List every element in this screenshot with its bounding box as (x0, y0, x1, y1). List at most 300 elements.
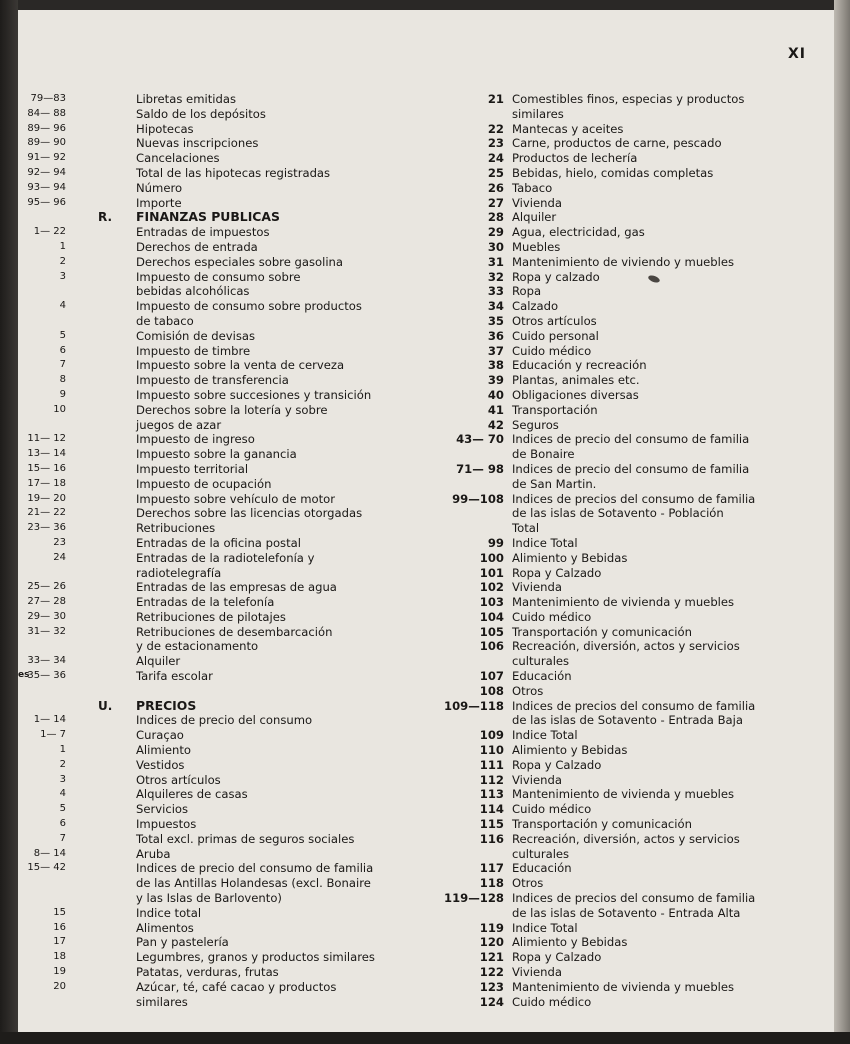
entry-number: 31— 32 (27, 625, 66, 637)
index-row (22, 492, 402, 507)
entry-number: 79—83 (30, 93, 66, 104)
entry-number: 108 (479, 683, 504, 698)
entry-number: 6 (59, 344, 66, 356)
entry-number: 107 (479, 669, 504, 684)
entry-text: Retribuciones (136, 521, 216, 536)
entry-text: Ropa y Calzado (512, 565, 602, 580)
index-row (412, 240, 822, 255)
index-row (22, 210, 402, 225)
index-row (412, 521, 822, 536)
entry-text: Otros artículos (512, 313, 597, 328)
index-row (22, 240, 402, 255)
index-row (22, 758, 402, 773)
entry-text: Indices de precio del consumo de familia (512, 432, 750, 447)
index-row (22, 284, 402, 299)
entry-text: Indices de precios del consumo de familia (512, 698, 756, 713)
index-row (22, 876, 402, 891)
entry-number: 6 (59, 818, 66, 830)
entry-number: 3 (59, 773, 66, 785)
entry-number: 95— 96 (27, 196, 66, 208)
entry-text: Impuesto sobre la ganancia (136, 447, 297, 462)
index-row (412, 891, 822, 906)
index-row (412, 136, 822, 151)
entry-number: 114 (479, 802, 504, 817)
entry-number: 7 (59, 359, 66, 371)
index-row (412, 107, 822, 122)
index-row (412, 980, 822, 995)
entry-text: Entradas de impuestos (136, 225, 270, 240)
entry-text: radiotelegrafía (136, 565, 222, 580)
index-row (412, 625, 822, 640)
index-row (412, 566, 822, 581)
entry-number: 17— 18 (27, 477, 66, 489)
index-row (22, 432, 402, 447)
entry-number: 71— 98 (456, 461, 504, 476)
index-row (22, 403, 402, 418)
entry-text: Impuesto de timbre (136, 343, 251, 358)
index-row (412, 477, 822, 492)
entry-text: Otros (512, 876, 544, 891)
entry-text: Transportación (512, 402, 598, 417)
entry-text: Indice Total (512, 535, 578, 550)
index-row (412, 965, 822, 980)
entry-text: Cuido médico (512, 343, 592, 358)
entry-number: 7 (59, 832, 66, 844)
entry-text: Recreación, diversión, actos y servicios (512, 831, 740, 846)
index-row (22, 166, 402, 181)
entry-text: Entradas de la radiotelefonía y (136, 550, 315, 565)
entry-number: 1— 22 (33, 226, 66, 238)
entry-text: Indices de precio del consumo de familia (512, 461, 750, 476)
entry-text: Indice total (136, 905, 202, 920)
entry-text: Recreación, diversión, actos y servicios (512, 639, 740, 654)
entry-number: 123 (479, 979, 504, 994)
entry-number: 42 (487, 417, 504, 432)
index-row (412, 151, 822, 166)
entry-number: 25— 26 (27, 581, 66, 593)
index-row (22, 299, 402, 314)
entry-text: Impuesto de ingreso (136, 432, 255, 447)
entry-number: 104 (479, 609, 504, 624)
entry-text: de Bonaire (512, 447, 575, 462)
entry-text: juegos de azar (136, 417, 222, 432)
entry-text: Impuesto sobre la venta de cerveza (136, 358, 345, 373)
entry-text: de las islas de Sotavento - Entrada Baja (512, 713, 743, 728)
entry-text: de las Antillas Holandesas (excl. Bonaire (136, 876, 371, 891)
index-row (22, 270, 402, 285)
entry-number: 27 (487, 195, 504, 210)
entry-number: 3 (59, 270, 66, 282)
entry-number: 99 (487, 535, 504, 550)
entry-text: Entradas de las empresas de agua (136, 580, 337, 595)
entry-number: 122 (479, 965, 504, 980)
entry-text: Comisión de devisas (136, 328, 256, 343)
entry-number: 84— 88 (27, 107, 66, 119)
index-row (22, 358, 402, 373)
entry-number: 16 (53, 921, 66, 933)
index-row (412, 639, 822, 654)
entry-text: Derechos especiales sobre gasolina (136, 254, 344, 269)
section-heading: FINANZAS PUBLICAS (136, 209, 280, 225)
entry-text: Alquileres de casas (136, 787, 248, 802)
entry-number: 119—128 (444, 891, 504, 906)
entry-text: Ropa (512, 284, 542, 299)
index-row (22, 965, 402, 980)
index-row (22, 832, 402, 847)
entry-text: de tabaco (136, 313, 194, 328)
index-row (412, 432, 822, 447)
entry-text: Alquiler (136, 654, 181, 669)
entry-number: 20 (53, 980, 66, 992)
entry-text: Calzado (512, 299, 559, 314)
right-index-column (412, 92, 822, 1009)
entry-text: Total (512, 521, 540, 536)
entry-number: 1— 14 (33, 714, 66, 726)
page-number: XI (788, 46, 807, 62)
entry-number: 1 (59, 744, 66, 756)
entry-text: Comestibles finos, especias y productos (512, 92, 745, 106)
entry-text: Transportación y comunicación (512, 817, 692, 832)
entry-number: 33— 34 (27, 655, 66, 667)
entry-number: 89— 96 (27, 122, 66, 134)
index-row (412, 388, 822, 403)
index-row (22, 906, 402, 921)
index-row (22, 699, 402, 714)
index-row (22, 314, 402, 329)
index-row (412, 728, 822, 743)
entry-number: 2 (59, 758, 66, 770)
index-row (412, 773, 822, 788)
entry-text: Saldo de los depósitos (136, 106, 266, 121)
entry-text: Alquiler (512, 210, 557, 225)
entry-number: 91— 92 (27, 152, 66, 164)
index-row (412, 314, 822, 329)
index-row (22, 196, 402, 211)
index-row (412, 536, 822, 551)
index-row (412, 122, 822, 137)
index-row (412, 743, 822, 758)
entry-number: 124 (479, 994, 504, 1009)
entry-text: Derechos sobre la lotería y sobre (136, 402, 328, 417)
entry-text: Mantenimiento de viviendo y muebles (512, 254, 735, 269)
entry-number: 8— 14 (33, 847, 66, 859)
entry-text: Impuesto territorial (136, 461, 249, 476)
entry-text: Cuido personal (512, 328, 599, 343)
entry-text: de las islas de Sotavento - Población (512, 506, 724, 521)
entry-number: 17 (53, 936, 66, 948)
entry-text: Alimiento y Bebidas (512, 550, 628, 565)
entry-number: 22 (487, 121, 504, 136)
entry-text: Indice Total (512, 728, 578, 743)
index-row (412, 418, 822, 433)
entry-number: 2 (59, 255, 66, 267)
index-row (412, 329, 822, 344)
entry-number: 116 (479, 831, 504, 846)
entry-number: 102 (479, 580, 504, 595)
document-page (18, 10, 834, 1032)
entry-number: 21— 22 (27, 507, 66, 519)
entry-text: Importe (136, 195, 182, 210)
section-heading: PRECIOS (136, 697, 197, 713)
entry-number: 9 (59, 388, 66, 400)
index-row (22, 506, 402, 521)
index-row (412, 876, 822, 891)
entry-number: 89— 90 (27, 137, 66, 149)
entry-text: Retribuciones de pilotajes (136, 609, 286, 624)
entry-number: 92— 94 (27, 166, 66, 178)
entry-number: 33 (487, 284, 504, 299)
index-row (412, 817, 822, 832)
index-row (412, 196, 822, 211)
entry-number: 99—108 (452, 491, 504, 506)
index-row (22, 773, 402, 788)
entry-text: Bebidas, hielo, comidas completas (512, 165, 714, 180)
entry-text: Obligaciones diversas (512, 387, 639, 402)
entry-number: 25 (487, 165, 504, 180)
index-row (22, 728, 402, 743)
index-row (22, 536, 402, 551)
entry-number: 23 (53, 536, 66, 548)
index-row (412, 181, 822, 196)
index-row (22, 802, 402, 817)
entry-text: bebidas alcohólicas (136, 284, 250, 299)
entry-number: 8 (59, 374, 66, 386)
index-row (412, 595, 822, 610)
entry-text: Legumbres, granos y productos similares (136, 950, 375, 965)
entry-text: Número (136, 180, 183, 195)
entry-number: 112 (479, 772, 504, 787)
entry-text: Alimentos (136, 920, 194, 935)
index-row (22, 713, 402, 728)
entry-text: Muebles (512, 239, 561, 254)
entry-number: 19 (53, 966, 66, 978)
entry-text: Servicios (136, 802, 189, 817)
entry-text: Entradas de la telefonía (136, 595, 275, 610)
entry-number: 29 (487, 225, 504, 240)
index-row (412, 373, 822, 388)
left-index-column (22, 92, 402, 1009)
page-edge (834, 0, 850, 1044)
entry-number: 24 (487, 151, 504, 166)
index-row (22, 669, 402, 684)
entry-number: 4 (59, 300, 66, 312)
entry-number: 36 (487, 328, 504, 343)
entry-number: 43— 70 (456, 432, 504, 447)
index-row (22, 122, 402, 137)
entry-text: Ropa y Calzado (512, 757, 602, 772)
entry-text: Impuesto de consumo sobre (136, 269, 301, 284)
entry-number: 24 (53, 551, 66, 563)
entry-number: 5 (59, 329, 66, 341)
index-row (22, 136, 402, 151)
entry-text: de las islas de Sotavento - Entrada Alta (512, 905, 741, 920)
index-row (412, 551, 822, 566)
entry-number: 105 (479, 624, 504, 639)
bottom-edge (0, 1032, 850, 1044)
entry-text: Mantenimiento de vivienda y muebles (512, 979, 735, 994)
index-row (412, 92, 822, 107)
section-letter: R. (98, 210, 113, 225)
entry-number: 10 (53, 403, 66, 415)
index-row (412, 210, 822, 225)
entry-text: y de estacionamento (136, 639, 259, 654)
entry-text: Hipotecas (136, 121, 194, 136)
entry-number: 15 (53, 906, 66, 918)
entry-text: Libretas emitidas (136, 92, 236, 106)
entry-text: Tarifa escolar (136, 669, 213, 684)
index-row (22, 684, 402, 699)
entry-number: 26 (487, 180, 504, 195)
entry-text: Vivienda (512, 580, 562, 595)
index-row (412, 906, 822, 921)
index-row (412, 847, 822, 862)
entry-text: Educación (512, 669, 572, 684)
index-row (22, 921, 402, 936)
entry-text: Mantecas y aceites (512, 121, 624, 136)
entry-number: 38 (487, 358, 504, 373)
entry-text: Agua, electricidad, gas (512, 225, 645, 240)
index-row (22, 743, 402, 758)
entry-text: Curaçao (136, 728, 184, 743)
entry-text: Indices de precios del consumo de familia (512, 891, 756, 906)
index-row (412, 225, 822, 240)
index-row (412, 270, 822, 285)
index-row (412, 284, 822, 299)
index-row (22, 891, 402, 906)
entry-text: Tabaco (512, 180, 553, 195)
entry-text: Total excl. primas de seguros sociales (136, 831, 355, 846)
index-row (412, 758, 822, 773)
entry-number: 18 (53, 951, 66, 963)
entry-text: Derechos de entrada (136, 239, 258, 254)
entry-text: Nuevas inscripciones (136, 136, 259, 151)
index-row (412, 358, 822, 373)
index-row (412, 713, 822, 728)
index-row (22, 639, 402, 654)
index-row (412, 403, 822, 418)
entry-text: Indices de precio del consumo de familia (136, 861, 374, 876)
index-row (412, 684, 822, 699)
index-row (22, 995, 402, 1010)
entry-number: 119 (479, 920, 504, 935)
book-spine (0, 0, 18, 1044)
entry-text: Ropa y calzado (512, 269, 600, 284)
entry-text: Transportación y comunicación (512, 624, 692, 639)
entry-text: Productos de lechería (512, 151, 638, 166)
entry-number: 5 (59, 803, 66, 815)
entry-number: 23 (487, 136, 504, 151)
entry-text: de San Martin. (512, 476, 597, 491)
index-row (22, 225, 402, 240)
index-row (22, 950, 402, 965)
index-row (22, 625, 402, 640)
entry-text: Impuesto de transferencia (136, 373, 289, 388)
entry-text: Impuestos (136, 817, 197, 832)
entry-number: 109—118 (444, 698, 504, 713)
index-row (22, 580, 402, 595)
index-row (22, 595, 402, 610)
index-row (412, 787, 822, 802)
index-row (412, 610, 822, 625)
entry-number: 113 (479, 787, 504, 802)
entry-text: Azúcar, té, café cacao y productos (136, 979, 337, 994)
entry-text: similares (512, 106, 564, 121)
entry-number: 37 (487, 343, 504, 358)
entry-text: Educación (512, 861, 572, 876)
index-row (412, 344, 822, 359)
entry-number: 21 (487, 92, 504, 106)
entry-number: 34 (487, 299, 504, 314)
entry-number: 1— 7 (40, 729, 66, 741)
entry-number: 31 (487, 254, 504, 269)
entry-text: Vivienda (512, 195, 562, 210)
entry-text: Alimiento y Bebidas (512, 935, 628, 950)
entry-text: Retribuciones de desembarcación (136, 624, 333, 639)
entry-text: Pan y pastelería (136, 935, 229, 950)
entry-text: Vivienda (512, 965, 562, 980)
entry-number: 1 (59, 240, 66, 252)
entry-text: Impuesto de consumo sobre productos (136, 299, 362, 314)
entry-text: y las Islas de Barlovento) (136, 891, 282, 906)
index-row (22, 255, 402, 270)
index-row (412, 995, 822, 1010)
entry-number: 19— 20 (27, 492, 66, 504)
entry-number: 40 (487, 387, 504, 402)
entry-text: Cuido médico (512, 802, 592, 817)
entry-text: Impuesto sobre vehículo de motor (136, 491, 335, 506)
entry-number: 27— 28 (27, 596, 66, 608)
index-row (22, 610, 402, 625)
index-row (412, 669, 822, 684)
index-row (22, 521, 402, 536)
index-row (22, 418, 402, 433)
margin-note: es (18, 670, 30, 680)
entry-text: Otros (512, 683, 544, 698)
index-row (22, 477, 402, 492)
index-row (22, 861, 402, 876)
entry-number: 101 (479, 565, 504, 580)
entry-text: Indices de precios del consumo de familia (512, 491, 756, 506)
entry-text: Carne, productos de carne, pescado (512, 136, 722, 151)
entry-text: Mantenimiento de vivienda y muebles (512, 595, 735, 610)
entry-number: 23— 36 (27, 522, 66, 534)
entry-number: 118 (479, 876, 504, 891)
entry-text: similares (136, 994, 188, 1009)
entry-text: Patatas, verduras, frutas (136, 965, 279, 980)
index-row (412, 580, 822, 595)
index-row (22, 92, 402, 107)
entry-number: 110 (479, 743, 504, 758)
index-row (412, 166, 822, 181)
entry-text: Impuesto sobre succesiones y transición (136, 387, 372, 402)
entry-text: Vestidos (136, 757, 185, 772)
entry-text: Otros artículos (136, 772, 221, 787)
section-letter: U. (98, 698, 113, 713)
entry-text: Cuido médico (512, 609, 592, 624)
entry-number: 13— 14 (27, 448, 66, 460)
entry-text: Impuesto de ocupación (136, 476, 272, 491)
entry-text: Seguros (512, 417, 559, 432)
index-row (412, 654, 822, 669)
entry-text: Aruba (136, 846, 171, 861)
index-row (22, 980, 402, 995)
entry-text: Mantenimiento de vivienda y muebles (512, 787, 735, 802)
index-row (22, 654, 402, 669)
index-row (22, 107, 402, 122)
index-row (22, 551, 402, 566)
entry-text: Educación y recreación (512, 358, 647, 373)
entry-number: 11— 12 (27, 433, 66, 445)
